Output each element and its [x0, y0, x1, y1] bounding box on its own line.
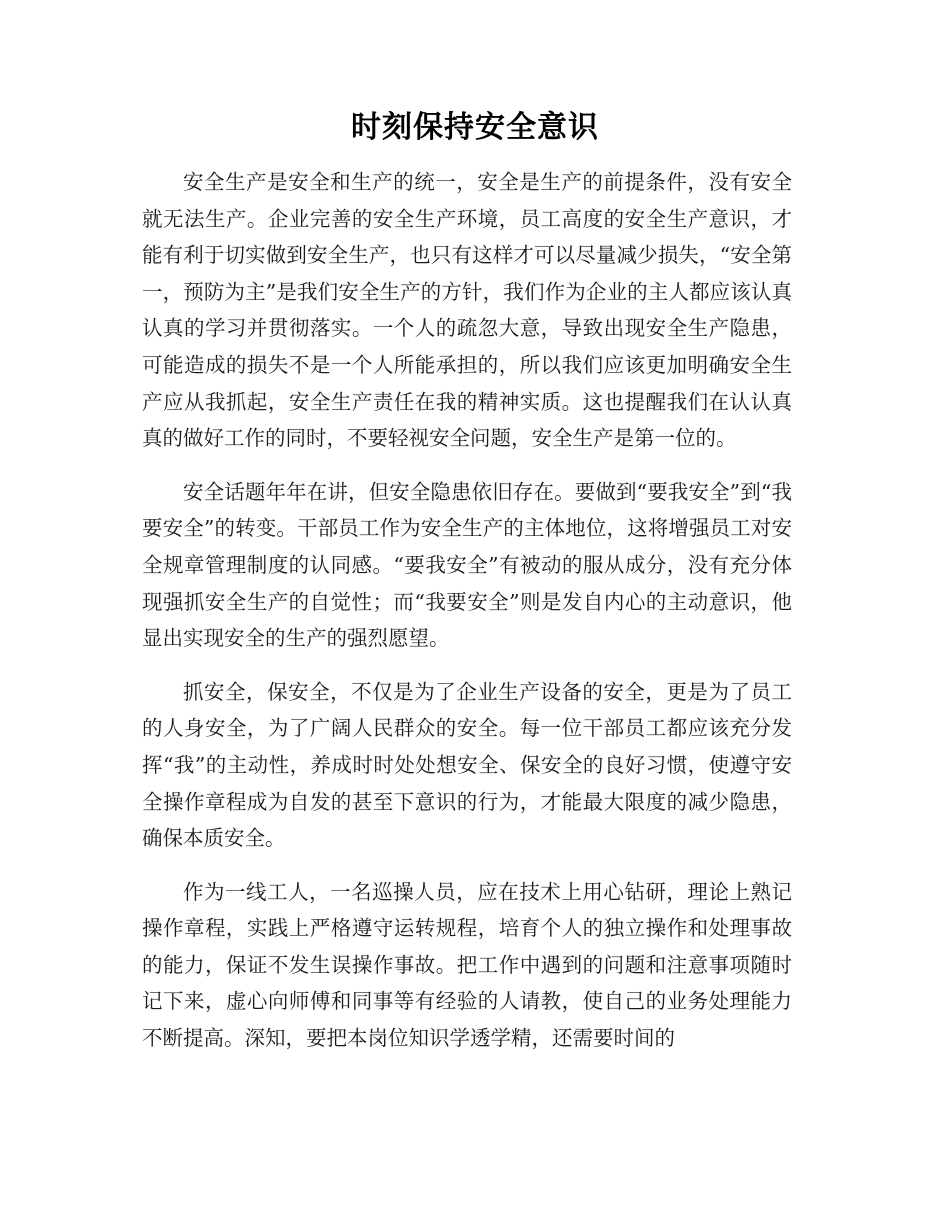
paragraph-2: 安全话题年年在讲，但安全隐患依旧存在。要做到“要我安全”到“我要安全”的转变。干部员工作为安全生产的主体地位，这将增强员工对安全规章管理制度的认同感。“要我安全”有被动的服从成分，没有充分体现强抓安全生产的自觉性；而“我要安全”则是发自内心的主动意识，他显出实现安全的生产的强烈愿望。 — [142, 479, 792, 651]
document-body — [142, 164, 792, 1074]
paragraph-3: 抓安全，保安全，不仅是为了企业生产设备的安全，更是为了员工的人身安全，为了广阔人民群众的安全。每一位干部员工都应该充分发挥“我”的主动性，养成时时处处想安全、保安全的良好习惯，使遵守安全操作章程成为自发的甚至下意识的行为，才能最大限度的减少隐患，确保本质安全。 — [142, 679, 792, 851]
document-title: 时刻保持安全意识 — [351, 110, 599, 145]
paragraph-4: 作为一线工人，一名巡操人员，应在技术上用心钻研，理论上熟记操作章程，实践上严格遵守运转规程，培育个人的独立操作和处理事故的能力，保证不发生误操作事故。把工作中遇到的问题和注意事项随时记下来，虚心向师傅和同事等有经验的人请教，使自己的业务处理能力不断提高。深知，要把本岗位知识学透学精，还需要时间的 — [142, 879, 792, 1051]
paragraph-1: 安全生产是安全和生产的统一，安全是生产的前提条件，没有安全就无法生产。企业完善的安全生产环境，员工高度的安全生产意识，才能有利于切实做到安全生产，也只有这样才可以尽量减少损失，“安全第一，预防为主”是我们安全生产的方针，我们作为企业的主人都应该认真认真的学习并贯彻落实。一个人的疏忽大意，导致出现安全生产隐患，可能造成的损失不是一个人所能承担的，所以我们应该更加明确安全生产应从我抓起，安全生产责任在我的精神实质。这也提醒我们在认认真真的做好工作的同时，不要轻视安全问题，安全生产是第一位的。 — [142, 170, 792, 451]
